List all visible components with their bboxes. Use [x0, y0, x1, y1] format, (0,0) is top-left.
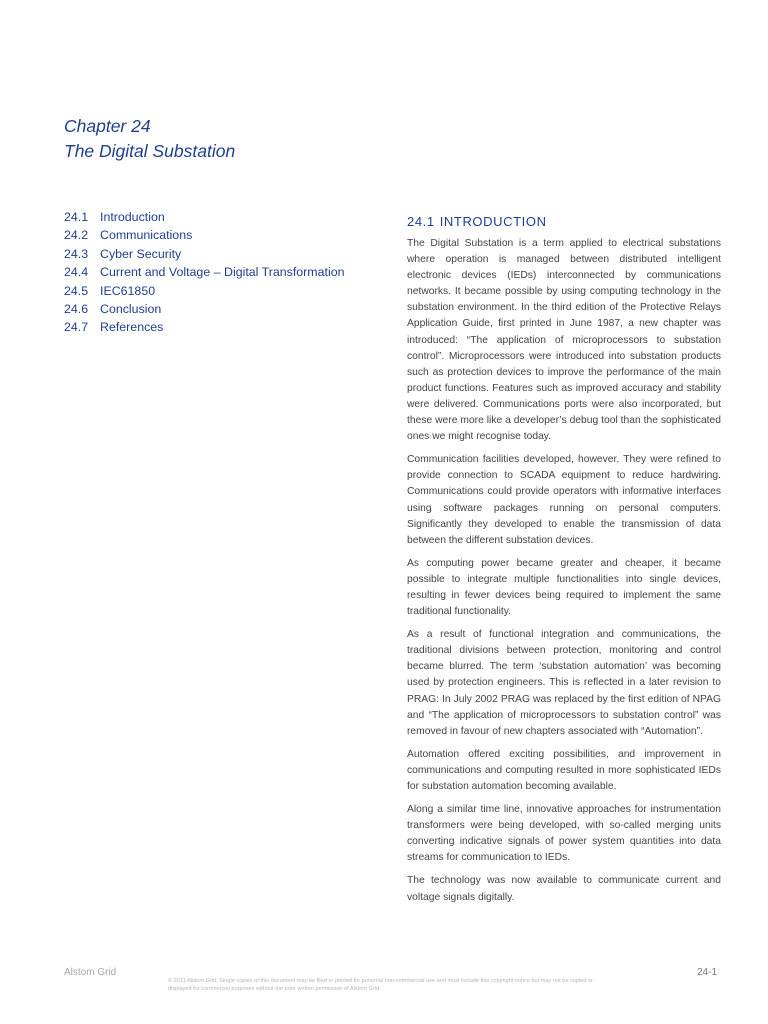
chapter-number: Chapter 24: [64, 116, 151, 136]
section-number: 24.1: [407, 214, 435, 229]
toc-item-label: Communications: [100, 228, 193, 243]
body-paragraph: As computing power became greater and cheaper, it became possible to integrate multiple functionalities into single devices, resulting in fewer devices being required to implement the same traditional functionality.: [407, 557, 721, 618]
body-paragraph: Automation offered exciting possibilities, and improvement in communications and computing resulted in more sophisticated IEDs for substation automation becoming available.: [407, 748, 721, 792]
toc-item-communications[interactable]: [64, 226, 345, 244]
chapter-title: [64, 114, 235, 164]
toc-item-number: 24.3: [64, 246, 89, 261]
toc-item-references[interactable]: [64, 318, 345, 336]
body-paragraph: The Digital Substation is a term applied to electrical substations where operation is managed between distributed intelligent electronic devices (IEDs) interconnected by communications networks. It became possible by using computing technology in the substation environment. In the third edition of the Protective Relays Application Guide, first printed in June 1987, a new chapter was introduced: “The application of microprocessors to substation control”. Microprocessors were introduced into substation products such as protection devices to improve the performance of the main product functions. Features such as improved accuracy and stability were delivered. Communications ports were also incorporated, but these were more like a developer’s debug tool than the sophisticated ones we might recognise today.: [407, 238, 721, 443]
toc-item-number: 24.6: [64, 301, 89, 316]
footer-copyright: © 2011 Alstom Grid. Single copies of this document may be filed or printed for personal non-commercial use and must include this copyright notice but may not be copied or displayed for commercial purposes without the prior written permission of Alstom Grid.: [168, 978, 594, 992]
table-of-contents: [64, 208, 345, 337]
toc-item-cyber-security[interactable]: [64, 245, 345, 263]
toc-item-introduction[interactable]: [64, 208, 345, 226]
chapter-name: The Digital Substation: [64, 141, 236, 161]
toc-item-label: Cyber Security: [100, 246, 182, 261]
toc-item-number: 24.1: [64, 210, 89, 224]
toc-item-current-voltage[interactable]: [64, 263, 345, 281]
toc-item-label: IEC61850: [100, 283, 156, 298]
footer-publisher: Alstom Grid: [64, 967, 117, 978]
section-heading: [407, 213, 547, 231]
toc-item-label: References: [100, 320, 164, 335]
toc-item-number: 24.2: [64, 228, 89, 243]
body-paragraph: The technology was now available to communicate current and voltage signals digitally.: [407, 875, 721, 903]
toc-item-label: Introduction: [100, 210, 165, 224]
page-number: 24-1: [697, 967, 718, 978]
toc-item-number: 24.7: [64, 320, 89, 335]
toc-item-label: Conclusion: [100, 301, 162, 316]
toc-item-label: Current and Voltage – Digital Transformation: [100, 265, 345, 280]
toc-item-conclusion[interactable]: [64, 300, 345, 318]
body-paragraph: As a result of functional integration and communications, the traditional divisions between protection, monitoring and control became blurred. The term ‘substation automation’ was becoming used by protection engineers. This is reflected in a later revision to PRAG: In July 2002 PRAG was replaced by the first edition of NPAG and “The application of microprocessors to substation control” was removed in favour of new chapters associated with “Automation”.: [407, 629, 721, 737]
body-paragraph: Along a similar time line, innovative approaches for instrumentation transformers were being developed, with so-called merging units converting indicative signals of power system quantities into data streams for communication to IEDs.: [407, 804, 721, 864]
section-title: INTRODUCTION: [439, 214, 547, 229]
body-paragraph: Communication facilities developed, however. They were refined to provide connection to SCADA equipment to reduce hardwiring. Communications could provide operators with informative interfaces using software packages running on personal computers. Significantly they developed to enable the transmission of data between the different substation devices.: [407, 454, 721, 546]
toc-item-number: 24.4: [64, 265, 89, 280]
toc-item-number: 24.5: [64, 283, 89, 298]
section-body: [407, 236, 721, 948]
toc-item-iec61850[interactable]: [64, 282, 345, 300]
